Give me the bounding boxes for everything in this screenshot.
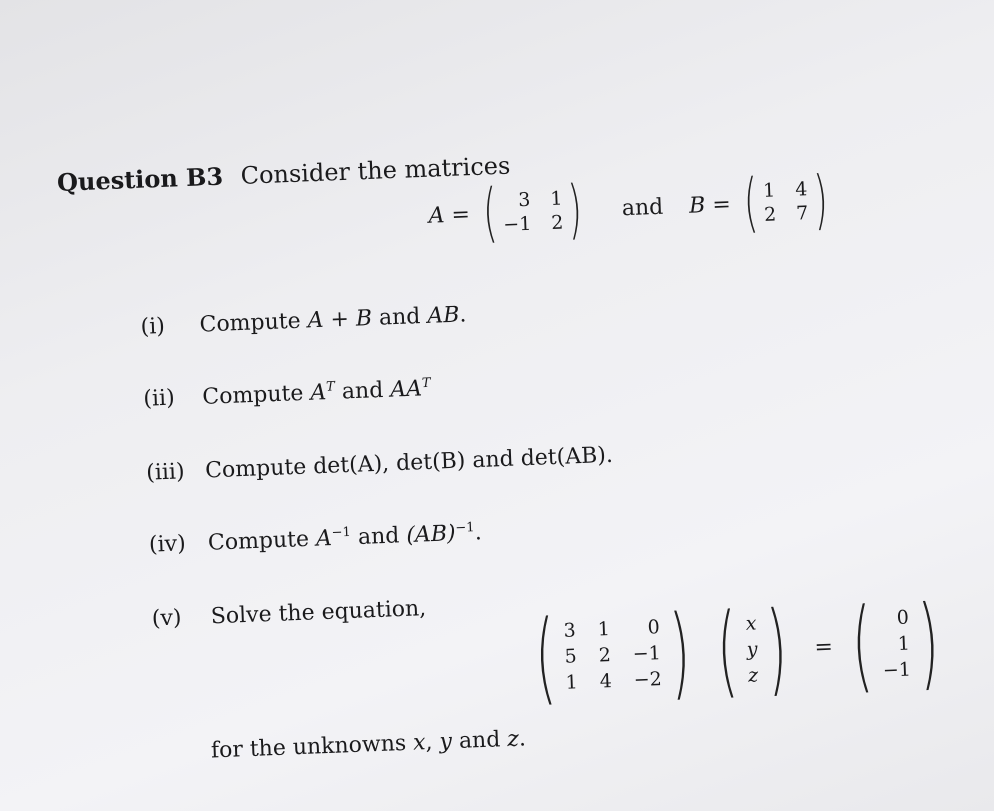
part-label: (v) — [151, 605, 182, 632]
matrix-a — [477, 172, 589, 251]
rhs-grid — [880, 607, 911, 682]
punctuation: , — [381, 451, 390, 477]
math-expression: det(AB) — [520, 443, 607, 472]
left-paren: ( — [482, 176, 499, 251]
math-expression: (AB) — [405, 521, 457, 549]
punctuation: . — [518, 726, 527, 752]
part-iii — [146, 443, 614, 486]
part-label: (iv) — [148, 531, 187, 558]
part-i — [140, 302, 467, 339]
matrix-cell: 5 — [564, 645, 578, 668]
matrix-cell: 1 — [897, 632, 911, 656]
punctuation: . — [458, 302, 467, 328]
matrix-cell: 2 — [763, 203, 777, 226]
part-label: (iii) — [145, 459, 186, 486]
question-intro: Consider the matrices — [240, 151, 511, 190]
matrix-cell: z — [747, 664, 759, 687]
matrix-cell: 3 — [563, 619, 577, 642]
matrix-cell: 0 — [896, 606, 910, 630]
sentence-text: for the unknowns — [210, 730, 407, 764]
equals-sign: = — [813, 634, 834, 660]
part-verb: Compute — [207, 526, 310, 556]
matrix-cell: −1 — [632, 642, 662, 666]
math-expression: AB — [426, 302, 460, 329]
part-label: (ii) — [142, 385, 176, 413]
matrix-b-grid — [763, 178, 809, 226]
matrix-a-grid — [502, 188, 564, 236]
matrix-cell: 7 — [795, 202, 809, 225]
conjunction: and — [458, 727, 501, 754]
right-paren: ) — [764, 589, 789, 707]
variable: z — [506, 726, 520, 753]
left-paren: ( — [742, 166, 760, 241]
superscript: −1 — [331, 524, 352, 541]
left-paren: ( — [715, 591, 740, 709]
linear-system — [524, 583, 959, 716]
superscript: T — [421, 375, 431, 392]
matrix-cell: 2 — [598, 644, 612, 667]
punctuation: . — [605, 442, 614, 469]
matrix-cell: y — [746, 638, 758, 661]
matrix-cell: 1 — [597, 618, 611, 641]
punctuation: , — [425, 729, 434, 756]
right-paren: ) — [917, 583, 942, 702]
question-label: Question B3 — [56, 161, 224, 197]
and-connector: and — [621, 194, 664, 221]
matrix-cell: 4 — [794, 178, 808, 201]
math-expression: A — [315, 525, 333, 552]
matrix-cell: −1 — [502, 212, 532, 236]
variable: y — [439, 729, 453, 755]
matrix-cell: 2 — [550, 211, 564, 234]
conjunction: and — [341, 377, 384, 405]
matrix-cell: 4 — [599, 670, 613, 693]
matrix-b-label: B = — [688, 191, 732, 219]
math-expression: AA — [389, 376, 423, 403]
conjunction: and — [471, 446, 515, 474]
part-v — [151, 596, 426, 632]
matrix-definitions — [427, 163, 842, 251]
conjunction: and — [357, 523, 400, 550]
unknowns-vector — [706, 589, 799, 709]
matrix-cell: 1 — [549, 187, 563, 211]
math-expression: A + B — [307, 305, 373, 334]
math-expression: det(B) — [395, 448, 466, 477]
part-verb: Compute — [199, 308, 302, 338]
part-verb: Compute — [201, 380, 304, 410]
right-paren: ) — [567, 172, 584, 248]
part-ii — [143, 376, 431, 412]
left-paren: ( — [850, 586, 875, 704]
matrix-cell: −2 — [633, 668, 663, 692]
conjunction: and — [378, 304, 421, 331]
math-expression: A — [309, 380, 327, 406]
matrix-cell: 1 — [565, 671, 579, 694]
matrix-cell: 0 — [647, 616, 661, 639]
right-paren: ) — [812, 163, 829, 238]
matrix-cell: 1 — [762, 179, 776, 202]
part-label: (i) — [140, 313, 166, 340]
superscript: −1 — [455, 520, 475, 536]
part-verb: Compute — [204, 454, 307, 484]
unknowns-grid — [745, 612, 759, 686]
matrix-b — [737, 163, 834, 241]
punctuation: . — [474, 520, 483, 546]
part-verb: Solve the equation, — [210, 596, 427, 630]
left-paren: ( — [533, 598, 558, 716]
superscript: T — [325, 379, 336, 395]
matrix-a-label: A = — [428, 201, 471, 229]
matrix-cell: −1 — [882, 658, 912, 682]
coefficient-grid — [563, 616, 662, 694]
matrix-cell: x — [745, 612, 757, 635]
math-expression: det(A) — [312, 451, 383, 480]
unknowns-sentence — [211, 726, 527, 763]
matrix-cell: 3 — [517, 188, 531, 212]
part-iv — [149, 520, 483, 558]
variable: x — [412, 730, 427, 756]
right-paren: ) — [668, 593, 693, 711]
coefficient-matrix — [524, 593, 702, 716]
rhs-vector — [841, 583, 951, 704]
